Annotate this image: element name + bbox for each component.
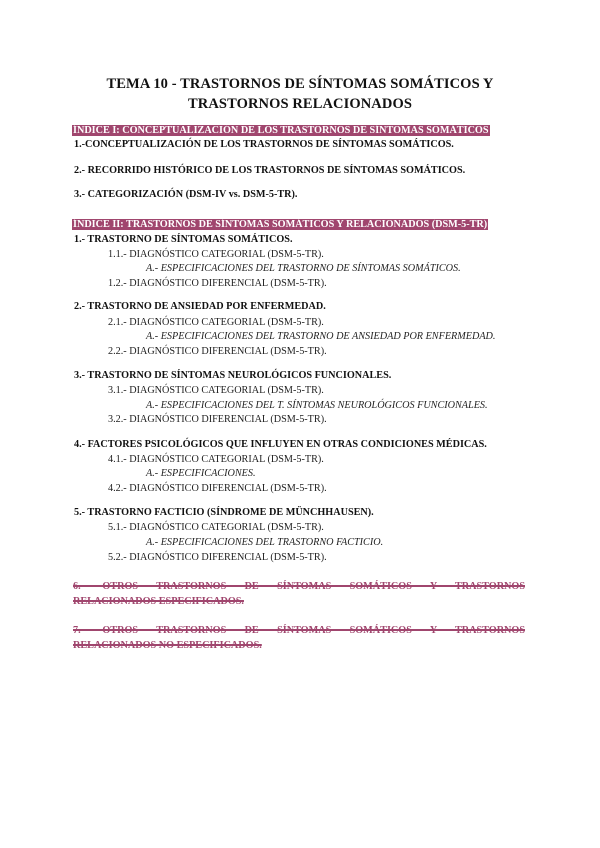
section-subitem: 3.1.- DIAGNÓSTICO CATEGORIAL (DSM-5-TR). xyxy=(108,385,324,396)
index-1-heading-text: ÍNDICE I: CONCEPTUALIZACIÓN DE LOS TRASTORNOS DE SÍNTOMAS SOMÁTICOS xyxy=(73,125,489,136)
index-2-heading xyxy=(72,218,488,232)
title-line-1: TEMA 10 - TRASTORNOS DE SÍNTOMAS SOMÁTICOS Y xyxy=(106,76,494,92)
section-subitem: 2.1.- DIAGNÓSTICO CATEGORIAL (DSM-5-TR). xyxy=(108,317,324,328)
section-title: 4.- FACTORES PSICOLÓGICOS QUE INFLUYEN EN OTRAS CONDICIONES MÉDICAS. xyxy=(74,439,487,450)
index-1-item: 2.- RECORRIDO HISTÓRICO DE LOS TRASTORNOS DE SÍNTOMAS SOMÁTICOS. xyxy=(74,165,466,176)
section-subitem: 5.2.- DIAGNÓSTICO DIFERENCIAL (DSM-5-TR). xyxy=(108,552,327,563)
struck-section-7-line-2: RELACIONADOS NO ESPECIFICADOS. xyxy=(73,640,262,651)
index-2-heading-text: ÍNDICE II: TRASTORNOS DE SÍNTOMAS SOMÁTICOS Y RELACIONADOS (DSM-5-TR) xyxy=(73,219,488,230)
section-specification: A.- ESPECIFICACIONES DEL TRASTORNO DE ANSIEDAD POR ENFERMEDAD. xyxy=(146,331,496,342)
section-subitem: 3.2.- DIAGNÓSTICO DIFERENCIAL (DSM-5-TR). xyxy=(108,414,327,425)
document-title xyxy=(0,74,600,114)
section-specification: A.- ESPECIFICACIONES. xyxy=(146,468,256,479)
section-subitem: 4.2.- DIAGNÓSTICO DIFERENCIAL (DSM-5-TR). xyxy=(108,483,327,494)
section-subitem: 5.1.- DIAGNÓSTICO CATEGORIAL (DSM-5-TR). xyxy=(108,522,324,533)
title-line-2: TRASTORNOS RELACIONADOS xyxy=(187,96,412,112)
section-title: 5.- TRASTORNO FACTICIO (SÍNDROME DE MÜNCHHAUSEN). xyxy=(74,507,374,518)
section-title: 1.- TRASTORNO DE SÍNTOMAS SOMÁTICOS. xyxy=(74,234,293,245)
index-1-item: 1.-CONCEPTUALIZACIÓN DE LOS TRASTORNOS DE SÍNTOMAS SOMÁTICOS. xyxy=(74,139,454,150)
index-1-heading xyxy=(72,124,490,138)
section-subitem: 1.2.- DIAGNÓSTICO DIFERENCIAL (DSM-5-TR). xyxy=(108,278,327,289)
struck-section-7-line-1: 7.- OTROS TRASTORNOS DE SÍNTOMAS SOMÁTICOS Y TRASTORNOS xyxy=(73,625,525,636)
section-subitem: 1.1.- DIAGNÓSTICO CATEGORIAL (DSM-5-TR). xyxy=(108,249,324,260)
struck-section-6-line-1: 6.- OTROS TRASTORNOS DE SÍNTOMAS SOMÁTICOS Y TRASTORNOS xyxy=(73,581,525,592)
section-subitem: 2.2.- DIAGNÓSTICO DIFERENCIAL (DSM-5-TR). xyxy=(108,346,327,357)
section-specification: A.- ESPECIFICACIONES DEL TRASTORNO FACTICIO. xyxy=(146,537,384,548)
struck-section-6-line-2: RELACIONADOS ESPECIFICADOS. xyxy=(73,596,244,607)
section-subitem: 4.1.- DIAGNÓSTICO CATEGORIAL (DSM-5-TR). xyxy=(108,454,324,465)
section-title: 2.- TRASTORNO DE ANSIEDAD POR ENFERMEDAD. xyxy=(74,301,326,312)
section-title: 3.- TRASTORNO DE SÍNTOMAS NEUROLÓGICOS FUNCIONALES. xyxy=(74,370,392,381)
index-1-item: 3.- CATEGORIZACIÓN (DSM-IV vs. DSM-5-TR). xyxy=(74,189,298,200)
section-specification: A.- ESPECIFICACIONES DEL T. SÍNTOMAS NEUROLÓGICOS FUNCIONALES. xyxy=(146,400,488,411)
section-specification: A.- ESPECIFICACIONES DEL TRASTORNO DE SÍNTOMAS SOMÁTICOS. xyxy=(146,263,461,274)
